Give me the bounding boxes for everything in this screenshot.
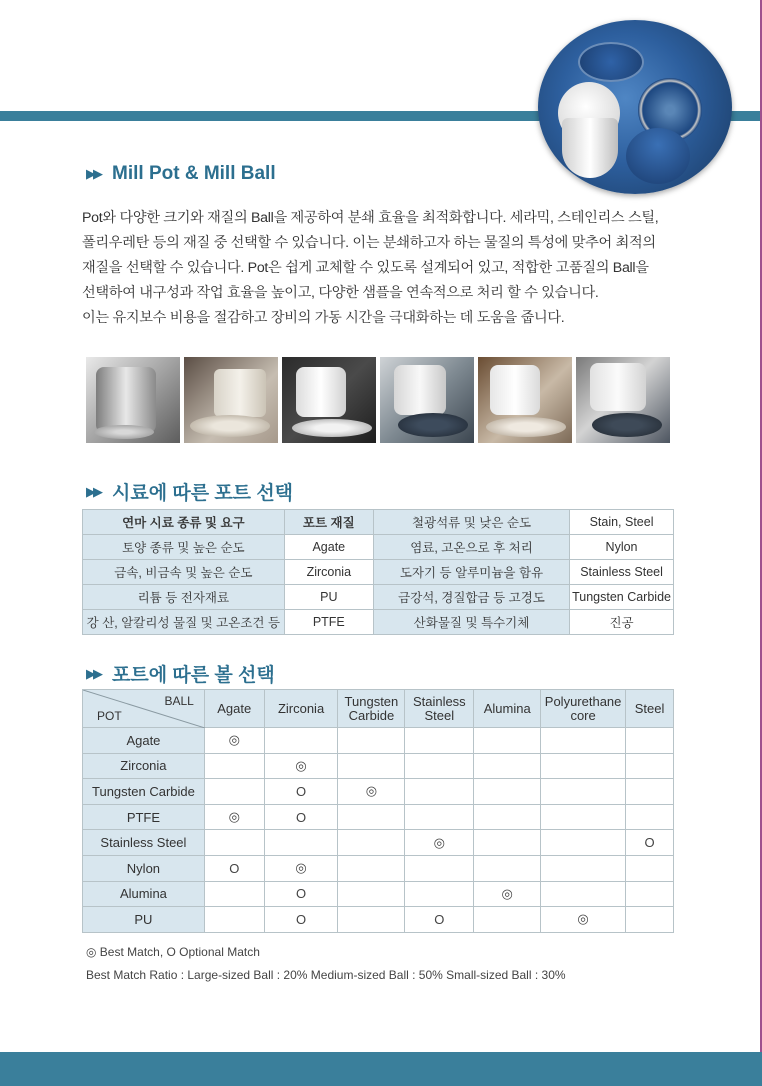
table-row — [83, 560, 674, 585]
column-header-text: core — [570, 707, 596, 723]
table-cell: 도자기 등 알루미늄을 함유 — [373, 560, 569, 585]
match-cell — [204, 779, 264, 805]
match-cell — [405, 881, 474, 907]
section-title-mill-pot — [86, 163, 276, 185]
section-title-text: 포트에 따른 볼 선택 — [112, 665, 275, 686]
product-photo-strip — [86, 357, 670, 443]
match-cell — [474, 779, 541, 805]
match-cell — [474, 728, 541, 754]
match-cell — [264, 728, 338, 754]
match-cell: ◎ — [338, 779, 405, 805]
table-cell: Stain, Steel — [570, 510, 674, 535]
column-header — [474, 690, 541, 728]
intro-line: 선택하여 내구성과 작업 효율을 높이고, 다양한 샘플을 연속적으로 처리 할 수 있습니다. — [82, 285, 599, 301]
column-header-text: Steel — [424, 707, 455, 723]
ptfe-pot-photo — [478, 357, 572, 443]
match-cell — [474, 855, 541, 881]
match-cell — [541, 804, 626, 830]
section-title-text: 시료에 따른 포트 선택 — [112, 483, 294, 504]
table-cell: Stainless Steel — [570, 560, 674, 585]
table-cell: Tungsten Carbide — [570, 585, 674, 610]
ball-selection-table — [82, 689, 674, 933]
match-cell — [338, 830, 405, 856]
corner-pot-label: POT — [97, 709, 122, 723]
table-row — [83, 779, 674, 805]
intro-line: Pot와 다양한 크기와 재질의 Ball을 제공하여 분쇄 효율을 최적화합니다. 세라믹, 스테인리스 스틸, — [82, 210, 659, 226]
match-cell — [204, 881, 264, 907]
match-cell: O — [204, 855, 264, 881]
match-cell — [405, 728, 474, 754]
row-header: Tungsten Carbide — [83, 779, 205, 805]
match-cell: O — [405, 907, 474, 933]
bottom-color-band — [0, 1052, 762, 1086]
column-header — [204, 690, 264, 728]
table-row — [83, 585, 674, 610]
zirconia-pot-photo — [282, 357, 376, 443]
table-row — [83, 610, 674, 635]
row-header: Zirconia — [83, 753, 205, 779]
row-header: PTFE — [83, 804, 205, 830]
nylon-pot-photo — [380, 357, 474, 443]
match-cell — [405, 804, 474, 830]
steel-pot-photo — [86, 357, 180, 443]
table-cell: 염료, 고온으로 후 처리 — [373, 535, 569, 560]
match-cell — [204, 907, 264, 933]
corner-ball-label: BALL — [164, 694, 194, 708]
match-cell — [626, 779, 674, 805]
pot-selection-table — [82, 509, 674, 635]
column-header-text: Tungsten — [344, 693, 399, 709]
table-cell: 산화물질 및 특수기체 — [373, 610, 569, 635]
column-header — [626, 690, 674, 728]
match-cell — [626, 728, 674, 754]
match-cell — [405, 855, 474, 881]
match-cell — [474, 753, 541, 779]
table-cell: 금속, 비금속 및 높은 순도 — [83, 560, 285, 585]
column-header-text: Carbide — [348, 707, 395, 723]
match-cell — [626, 855, 674, 881]
match-legend: ◎ Best Match, O Optional Match — [86, 945, 260, 959]
column-header-text: Polyurethane — [544, 693, 622, 709]
table-cell: PTFE — [284, 610, 373, 635]
best-match-ratio: Best Match Ratio : Large-sized Ball : 20% Medium-sized Ball : 50% Small-sized Ball : 30% — [86, 968, 566, 982]
match-cell — [541, 881, 626, 907]
row-header: Stainless Steel — [83, 830, 205, 856]
match-cell: O — [264, 907, 338, 933]
match-cell: ◎ — [264, 855, 338, 881]
match-cell — [474, 907, 541, 933]
match-cell: ◎ — [474, 881, 541, 907]
table-cell: Agate — [284, 535, 373, 560]
row-header: Agate — [83, 728, 205, 754]
match-cell — [626, 804, 674, 830]
match-cell: ◎ — [541, 907, 626, 933]
match-cell: ◎ — [204, 728, 264, 754]
table-cell: 금강석, 경질합금 등 고경도 — [373, 585, 569, 610]
agate-pot-photo — [184, 357, 278, 443]
match-cell — [626, 753, 674, 779]
table-row — [83, 535, 674, 560]
table-cell: 진공 — [570, 610, 674, 635]
row-header: Nylon — [83, 855, 205, 881]
table-row — [83, 907, 674, 933]
match-cell — [338, 907, 405, 933]
table-cell: 연마 시료 종류 및 요구 — [83, 510, 285, 535]
column-header-text: Agate — [217, 700, 252, 716]
section-title-pot-selection — [86, 478, 293, 505]
match-cell: O — [264, 881, 338, 907]
match-cell — [541, 855, 626, 881]
table-cell: 토양 종류 및 높은 순도 — [83, 535, 285, 560]
double-arrow-icon: ▶▶ — [86, 166, 100, 181]
match-cell — [204, 830, 264, 856]
match-cell — [541, 830, 626, 856]
column-header — [541, 690, 626, 728]
mill-pot-hero-photo — [538, 20, 732, 194]
table-cell: Nylon — [570, 535, 674, 560]
match-cell — [474, 804, 541, 830]
column-header-text: Stainless — [412, 693, 466, 709]
column-header-text: Steel — [634, 700, 665, 716]
double-arrow-icon: ▶▶ — [86, 483, 100, 499]
column-header — [264, 690, 338, 728]
table-cell: 철광석류 및 낮은 순도 — [373, 510, 569, 535]
double-arrow-icon: ▶▶ — [86, 665, 100, 681]
match-cell — [626, 881, 674, 907]
match-cell — [338, 728, 405, 754]
row-header: PU — [83, 907, 205, 933]
match-cell — [338, 804, 405, 830]
table-cell: 강 산, 알칼리성 물질 및 고온조건 등 — [83, 610, 285, 635]
table-row — [83, 510, 674, 535]
match-cell — [541, 779, 626, 805]
intro-line: 폴리우레탄 등의 재질 중 선택할 수 있습니다. 이는 분쇄하고자 하는 물질의 특성에 맞추어 최적의 — [82, 235, 656, 251]
match-cell — [474, 830, 541, 856]
match-cell — [204, 753, 264, 779]
match-cell — [626, 907, 674, 933]
table-cell: 포트 재질 — [284, 510, 373, 535]
match-cell: ◎ — [405, 830, 474, 856]
table-cell: PU — [284, 585, 373, 610]
table-cell: 리튬 등 전자재료 — [83, 585, 285, 610]
match-cell: O — [626, 830, 674, 856]
section-title-ball-selection — [86, 660, 275, 687]
column-header — [338, 690, 405, 728]
intro-paragraph — [82, 206, 682, 331]
table-cell: Zirconia — [284, 560, 373, 585]
intro-line: 이는 유지보수 비용을 절감하고 장비의 가동 시간을 극대화하는 데 도움을 줍니다. — [82, 310, 565, 326]
pu-pot-photo — [576, 357, 670, 443]
row-header: Alumina — [83, 881, 205, 907]
match-cell: O — [264, 779, 338, 805]
corner-header-cell — [83, 690, 205, 728]
table-row — [83, 830, 674, 856]
match-cell — [541, 753, 626, 779]
table-row — [83, 855, 674, 881]
table-row — [83, 881, 674, 907]
intro-line: 재질을 선택할 수 있습니다. Pot은 쉽게 교체할 수 있도록 설계되어 있고, 적합한 고품질의 Ball을 — [82, 260, 649, 276]
section-title-text: Mill Pot & Mill Ball — [112, 163, 276, 184]
column-header-text: Alumina — [483, 700, 531, 716]
match-cell: O — [264, 804, 338, 830]
column-header — [405, 690, 474, 728]
match-cell — [405, 779, 474, 805]
column-header-text: Zirconia — [277, 700, 325, 716]
match-cell — [338, 881, 405, 907]
match-cell: ◎ — [204, 804, 264, 830]
match-cell — [541, 728, 626, 754]
match-cell — [405, 753, 474, 779]
match-cell: ◎ — [264, 753, 338, 779]
match-cell — [264, 830, 338, 856]
table-row — [83, 804, 674, 830]
match-cell — [338, 855, 405, 881]
match-cell — [338, 753, 405, 779]
table-row — [83, 753, 674, 779]
table-row — [83, 728, 674, 754]
table-header-row — [83, 690, 674, 728]
